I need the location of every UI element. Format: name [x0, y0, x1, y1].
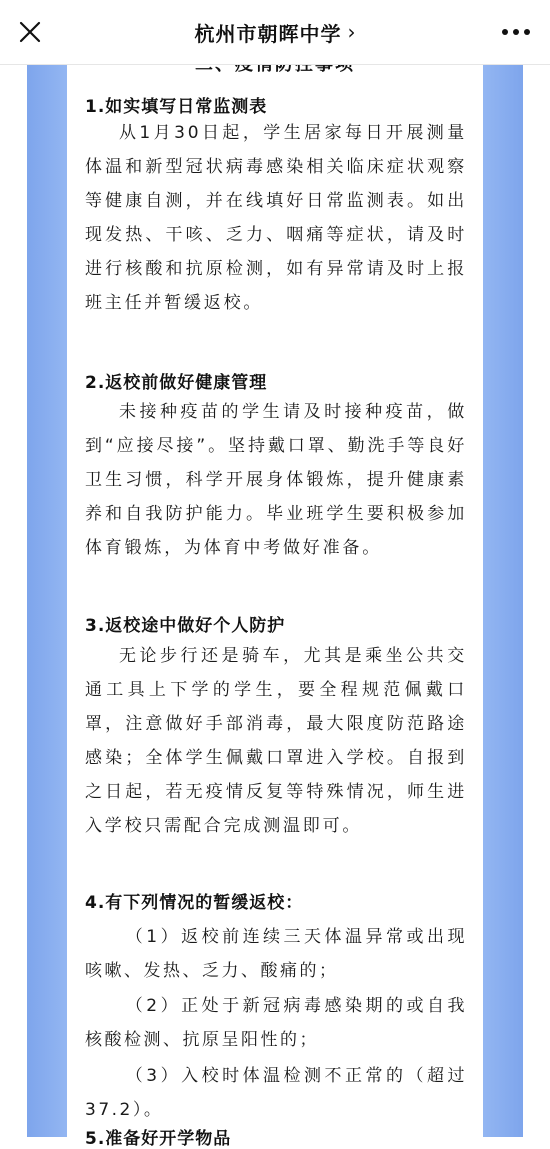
- subitem-2: （2）正处于新冠病毒感染期的或自我核酸检测、抗原呈阳性的；: [85, 996, 467, 1050]
- close-icon: [19, 21, 41, 43]
- article-content: [67, 64, 483, 1149]
- page-title: 杭州市朝晖中学: [194, 21, 342, 46]
- more-button[interactable]: [492, 12, 540, 52]
- right-decorative-stripe: [483, 64, 523, 1137]
- top-bar: [0, 0, 550, 65]
- item-body-1: 从1月30日起，学生居家每日开展测量体温和新型冠状病毒感染相关临床症状观察等健康自测，并在线填好日常监测表。如出现发热、干咳、乏力、咽痛等症状，请及时进行核酸和抗原检测，如有异常请及时上报班主任并暂缓返校。: [85, 123, 467, 313]
- more-icon: [501, 28, 531, 36]
- chevron-right-icon: ›: [347, 20, 356, 44]
- item-title-3: 3.返校途中做好个人防护: [85, 616, 286, 636]
- item-title-2: 2.返校前做好健康管理: [85, 373, 268, 393]
- left-decorative-stripe: [27, 64, 67, 1137]
- close-button[interactable]: [10, 12, 50, 52]
- item-title-4: 4.有下列情况的暂缓返校：: [85, 893, 304, 913]
- subitem-3: （3）入校时体温检测不正常的（超过37.2）。: [85, 1066, 467, 1120]
- item-body-2: 未接种疫苗的学生请及时接种疫苗，做到“应接尽接”。坚持戴口罩、勤洗手等良好卫生习惯，科学开展身体锻炼，提升健康素养和自我防护能力。毕业班学生要积极参加体育锻炼，为体育中考做好准备。: [85, 402, 467, 558]
- item-title-5-partial: 5.准备好开学物品: [85, 1129, 232, 1149]
- account-title-link[interactable]: [195, 18, 356, 47]
- item-title-1: 1.如实填写日常监测表: [85, 97, 268, 117]
- subitem-1: （1）返校前连续三天体温异常或出现咳嗽、发热、乏力、酸痛的；: [85, 927, 467, 981]
- item-body-3: 无论步行还是骑车，尤其是乘坐公共交通工具上下学的学生，要全程规范佩戴口罩，注意做好手部消毒，最大限度防范路途感染；全体学生佩戴口罩进入学校。自报到之日起，若无疫情反复等特殊情况，师生进入学校只需配合完成测温即可。: [85, 646, 467, 836]
